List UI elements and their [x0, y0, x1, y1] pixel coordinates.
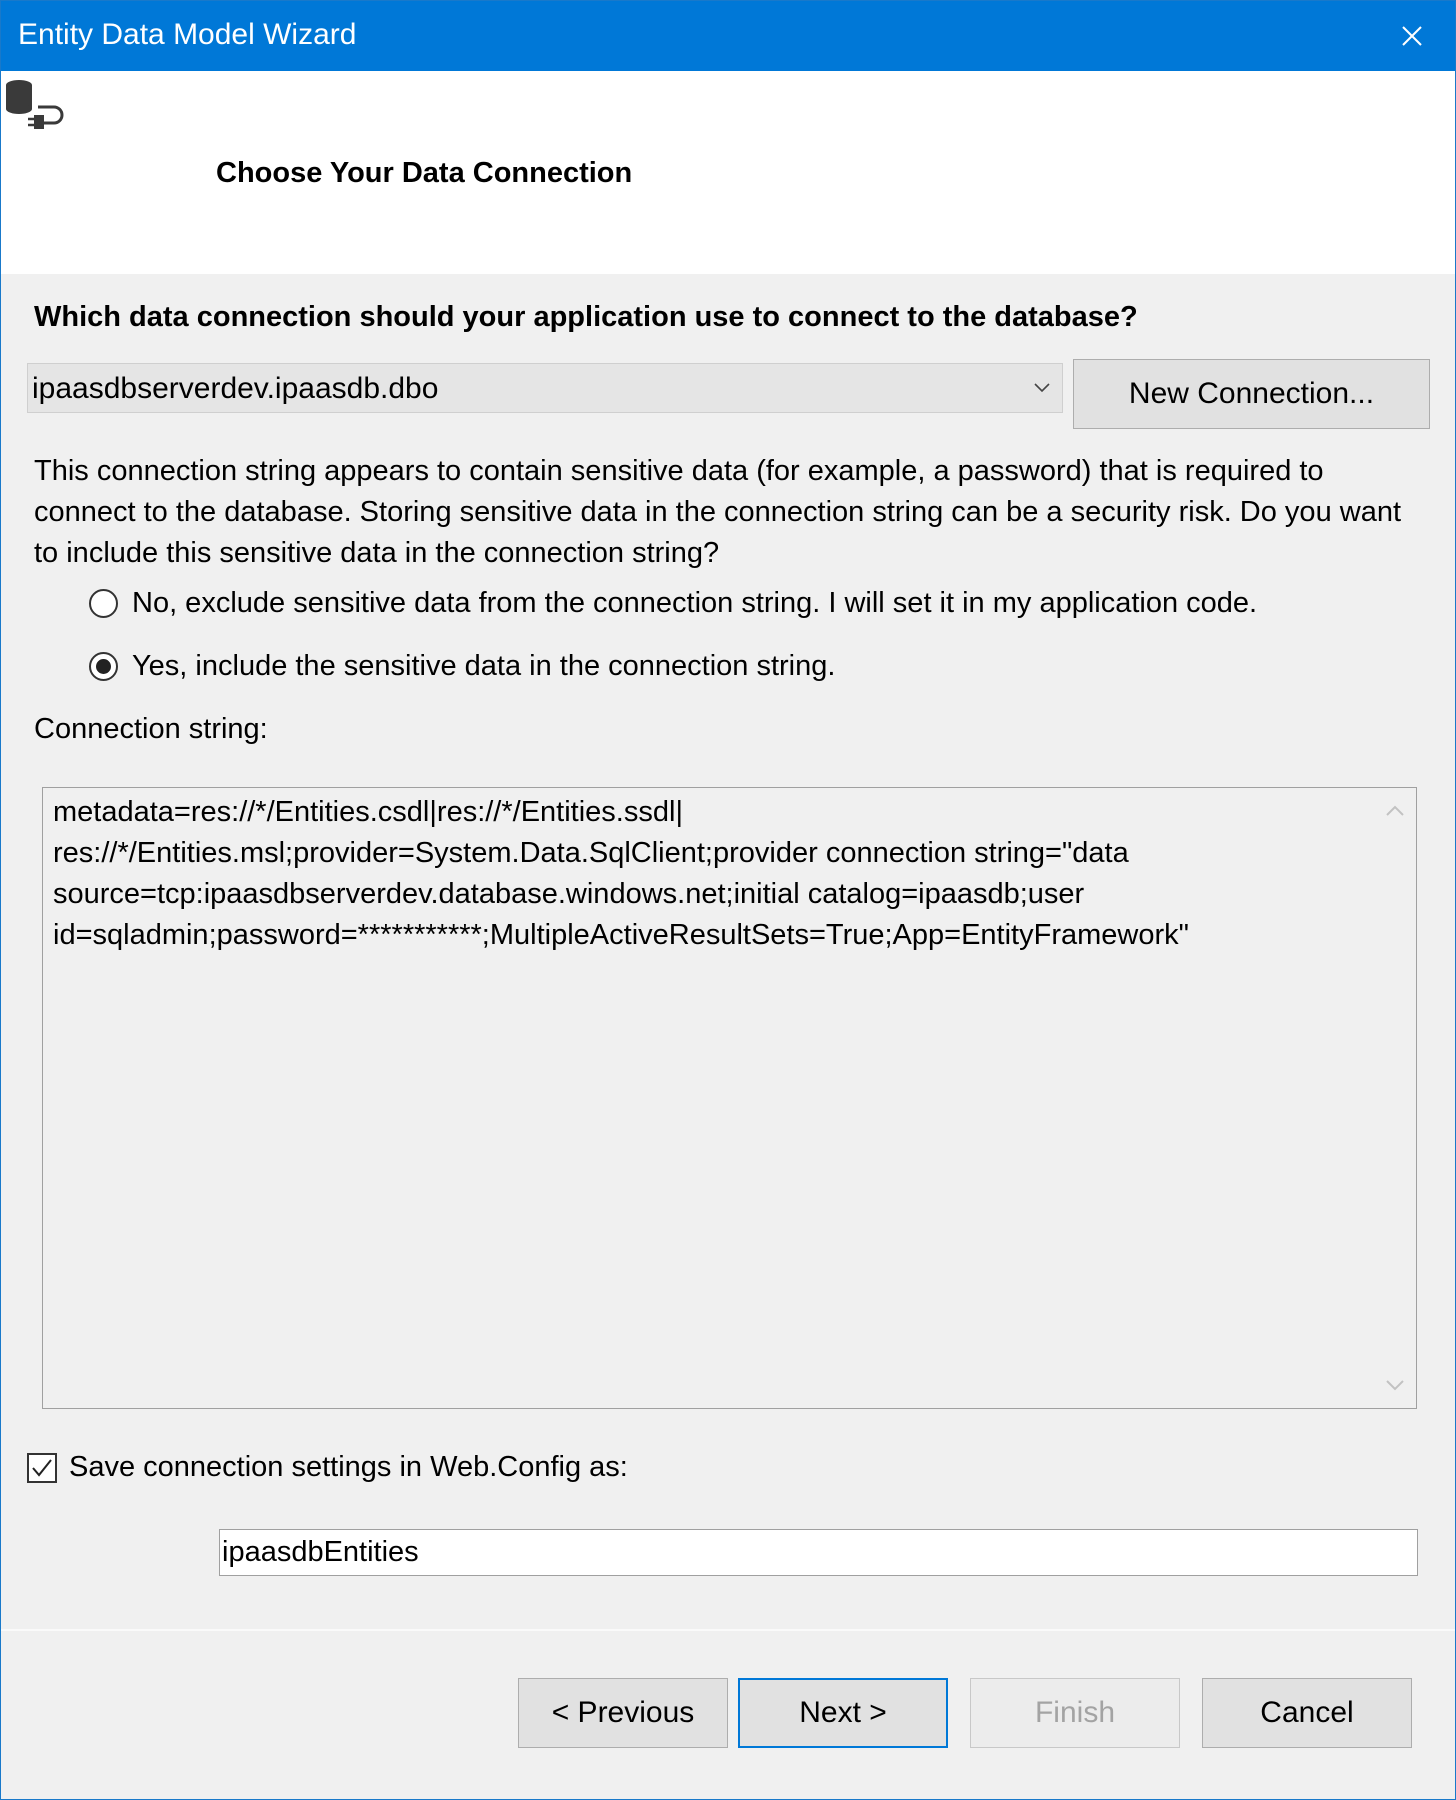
wizard-header [1, 71, 1455, 274]
save-settings-option[interactable] [27, 1451, 628, 1484]
chevron-down-icon[interactable] [1382, 1372, 1408, 1398]
entity-name-input[interactable] [219, 1529, 1418, 1576]
next-button[interactable]: Next > [738, 1678, 948, 1748]
chevron-up-icon[interactable] [1382, 798, 1408, 824]
connection-select[interactable] [27, 363, 1063, 413]
close-button[interactable] [1369, 1, 1455, 71]
connection-string-text [53, 792, 1373, 956]
connection-string-line: id=sqladmin;password=***********;MultipleActiveResultSets=True;App=EntityFramework" [53, 919, 1189, 951]
title-bar [1, 1, 1455, 71]
close-icon [1401, 25, 1423, 47]
cancel-button[interactable]: Cancel [1202, 1678, 1412, 1748]
radio-exclude-sensitive[interactable] [89, 587, 1257, 620]
finish-button[interactable]: Finish [970, 1678, 1180, 1748]
page-heading: Choose Your Data Connection [216, 157, 633, 189]
connection-question: Which data connection should your application use to connect to the database? [34, 301, 1138, 333]
connection-string-textbox[interactable] [42, 787, 1417, 1409]
chevron-down-icon [1032, 378, 1052, 398]
radio-exclude-label: No, exclude sensitive data from the connection string. I will set it in my application code. [132, 587, 1258, 619]
connection-string-line: metadata=res://*/Entities.csdl|res://*/Entities.ssdl| [53, 796, 683, 828]
save-settings-checkbox[interactable] [27, 1453, 57, 1483]
footer-divider [1, 1629, 1455, 1631]
checkmark-icon [30, 1456, 54, 1480]
sensitive-data-info: This connection string appears to contain sensitive data (for example, a password) that is required to connect to the database. Storing sensitive data in the connection string can be a security risk. Do you want to include this sensitive data in the connection string? [34, 455, 1402, 569]
radio-button[interactable] [89, 589, 118, 618]
save-settings-label: Save connection settings in Web.Config as: [69, 1451, 628, 1483]
connection-string-line: res://*/Entities.msl;provider=System.Data.SqlClient;provider connection string="data [53, 837, 1129, 869]
window-title: Entity Data Model Wizard [18, 18, 357, 51]
radio-include-label: Yes, include the sensitive data in the connection string. [132, 650, 836, 682]
radio-button-selected[interactable] [89, 652, 118, 681]
connection-string-label: Connection string: [34, 713, 268, 745]
database-connection-icon [4, 77, 68, 135]
new-connection-button[interactable]: New Connection... [1073, 359, 1430, 429]
connection-string-line: source=tcp:ipaasdbserverdev.database.windows.net;initial catalog=ipaasdb;user [53, 878, 1085, 910]
connection-select-value: ipaasdbserverdev.ipaasdb.dbo [32, 372, 439, 405]
radio-include-sensitive[interactable] [89, 650, 835, 683]
previous-button[interactable]: < Previous [518, 1678, 728, 1748]
